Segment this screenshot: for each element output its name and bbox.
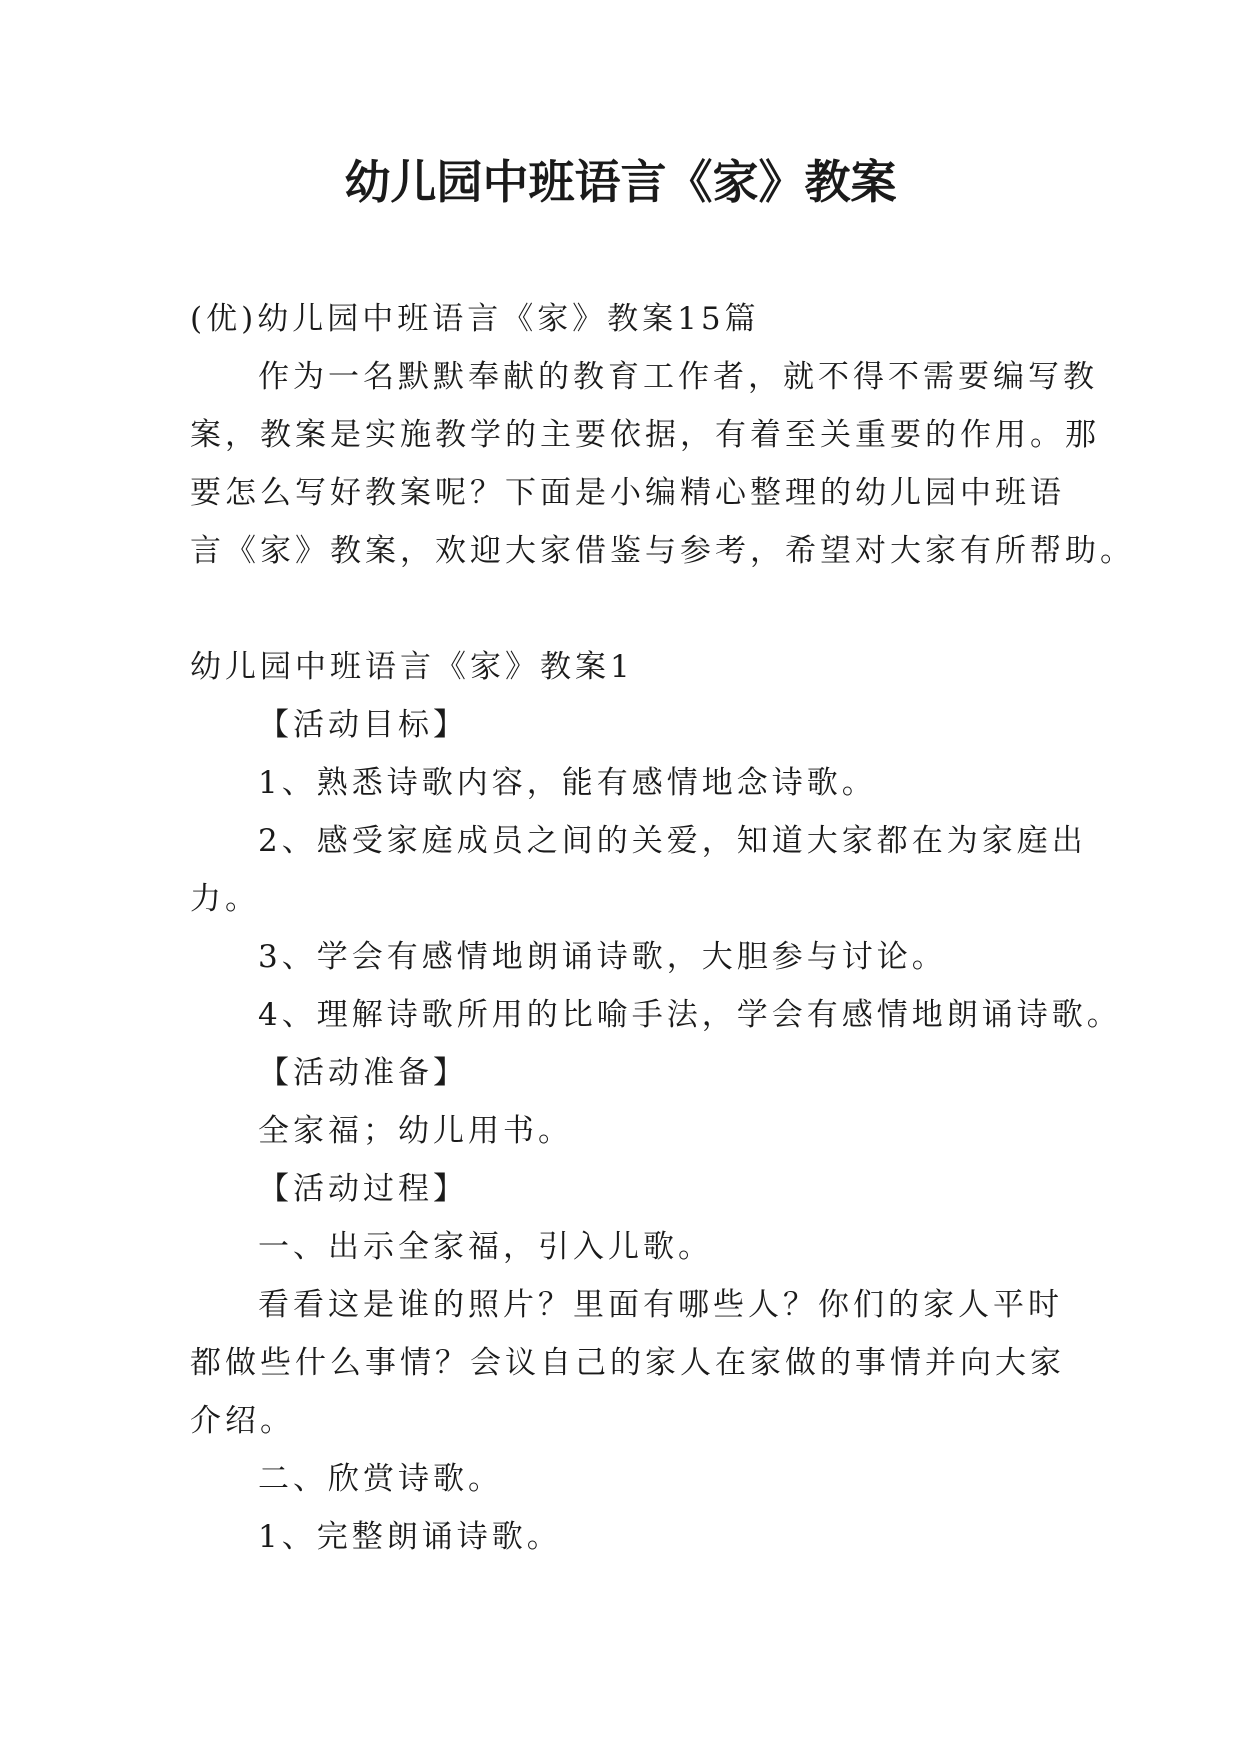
process-heading: 【活动过程】 xyxy=(258,1171,468,1207)
step-2-item-1: 1、完整朗诵诗歌。 xyxy=(258,1519,562,1555)
intro-line-3: 要怎么写好教案呢？下面是小编精心整理的幼儿园中班语 xyxy=(190,475,1065,511)
step-1-text-line-2: 都做些什么事情？会议自己的家人在家做的事情并向大家 xyxy=(190,1345,1065,1381)
goal-item-2-continued: 力。 xyxy=(190,881,260,917)
intro-line-1: 作为一名默默奉献的教育工作者，就不得不需要编写教 xyxy=(258,359,1098,395)
step-1-text-line-3: 介绍。 xyxy=(190,1403,295,1439)
process-step-1: 一、出示全家福，引入儿歌。 xyxy=(258,1229,713,1265)
intro-line-4: 言《家》教案，欢迎大家借鉴与参考，希望对大家有所帮助。 xyxy=(190,533,1135,569)
goal-item-3: 3、学会有感情地朗诵诗歌，大胆参与讨论。 xyxy=(258,939,947,975)
document-title: 幼儿园中班语言《家》教案 xyxy=(344,155,897,209)
goals-heading: 【活动目标】 xyxy=(258,707,468,743)
goal-item-2: 2、感受家庭成员之间的关爱，知道大家都在为家庭出 xyxy=(258,823,1087,859)
goal-item-1: 1、熟悉诗歌内容，能有感情地念诗歌。 xyxy=(258,765,877,801)
paragraph-gap xyxy=(190,580,1090,638)
process-step-2: 二、欣赏诗歌。 xyxy=(258,1461,503,1497)
prep-text: 全家福；幼儿用书。 xyxy=(258,1113,573,1149)
document-body xyxy=(190,290,1135,1566)
section-heading: 幼儿园中班语言《家》教案1 xyxy=(190,649,634,685)
step-1-text-line-1: 看看这是谁的照片？里面有哪些人？你们的家人平时 xyxy=(258,1287,1063,1323)
prep-heading: 【活动准备】 xyxy=(258,1055,468,1091)
intro-line-2: 案，教案是实施教学的主要依据，有着至关重要的作用。那 xyxy=(190,417,1100,453)
goal-item-4: 4、理解诗歌所用的比喻手法，学会有感情地朗诵诗歌。 xyxy=(258,997,1122,1033)
subtitle-line: (优)幼儿园中班语言《家》教案15篇 xyxy=(190,301,760,337)
